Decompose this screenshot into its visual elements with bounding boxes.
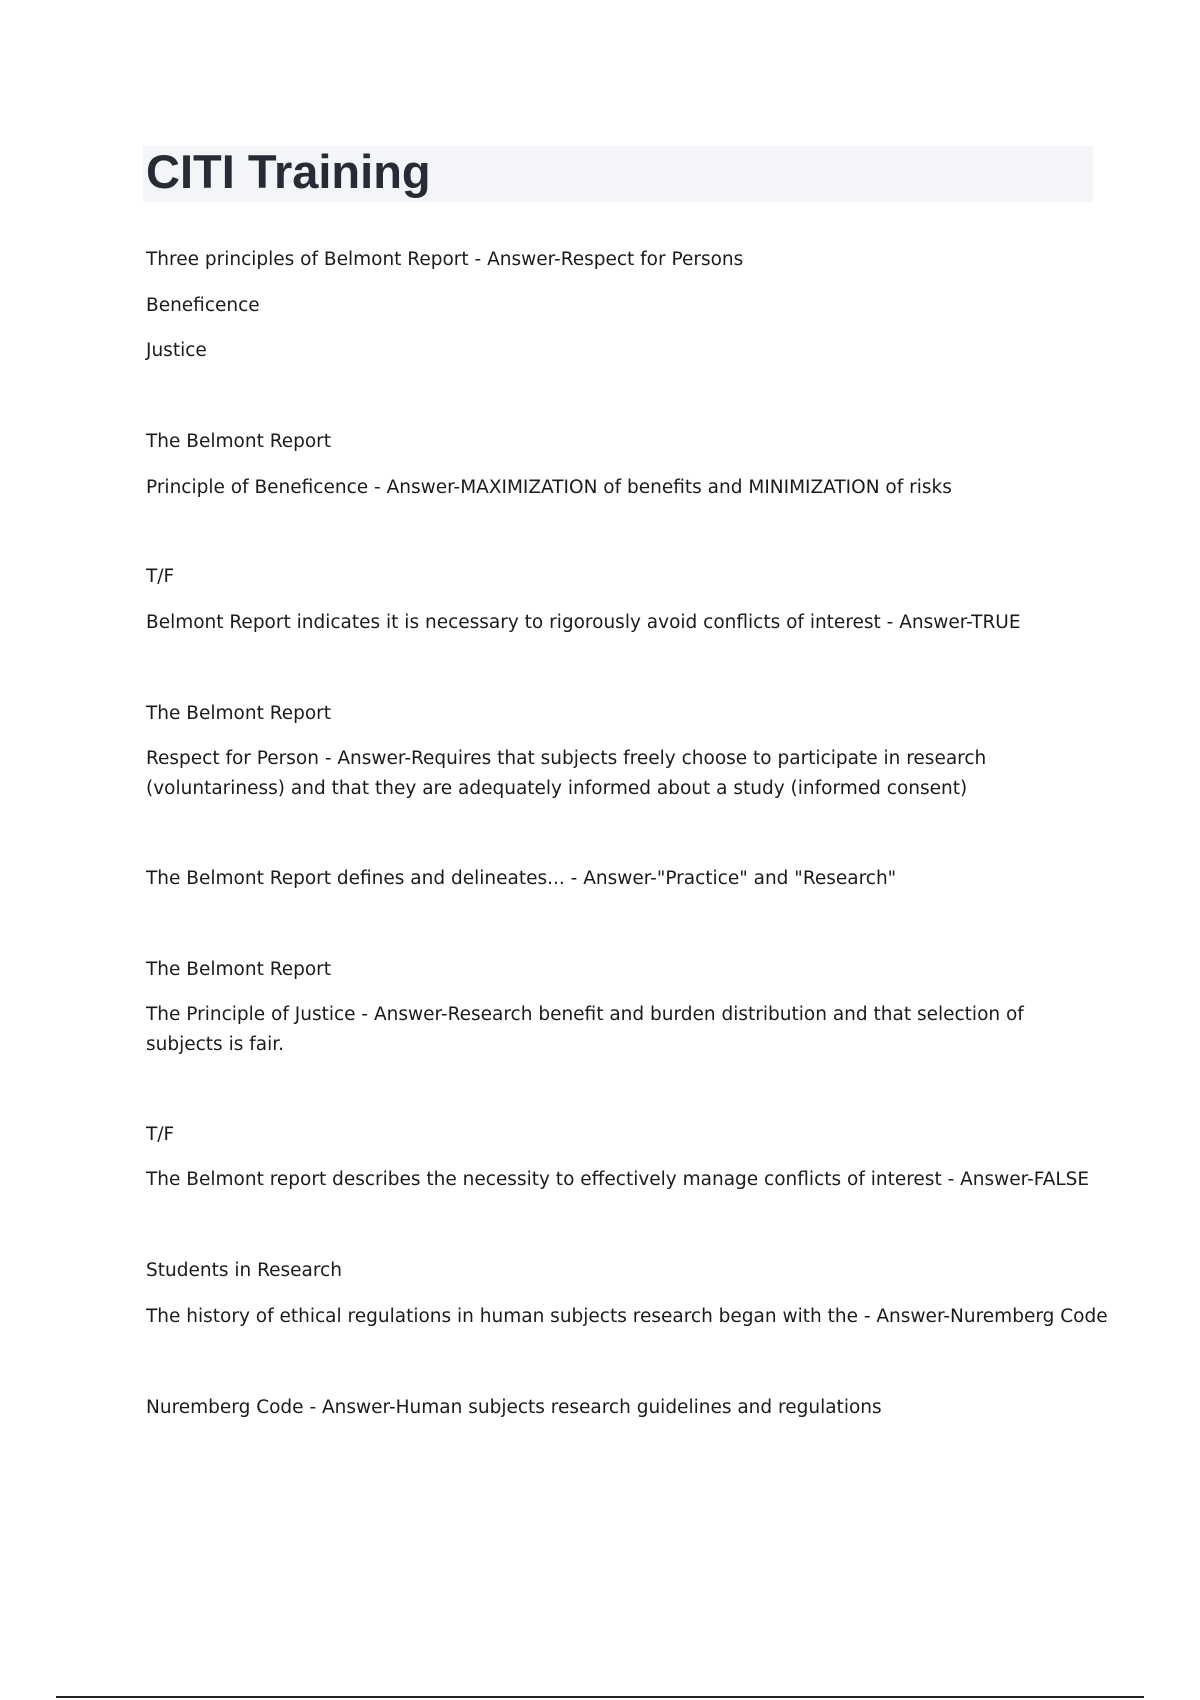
section-label: T/F (146, 1124, 175, 1145)
qa-line-beneficence: Beneficence (146, 295, 260, 316)
qa-line-principle-beneficence: Principle of Beneficence - Answer-MAXIMIZATION of benefits and MINIMIZATION of risks (146, 477, 952, 498)
section-label: The Belmont Report (146, 703, 332, 724)
section-label: The Belmont Report (146, 431, 332, 452)
section-label: Students in Research (146, 1260, 342, 1281)
qa-line-practice-research: The Belmont Report defines and delineates... - Answer-"Practice" and "Research" (146, 868, 897, 889)
qa-line-principle-justice: The Principle of Justice - Answer-Research benefit and burden distribution and that selection of subjects is fair. (146, 1004, 1024, 1055)
qa-line-belmont-principles: Three principles of Belmont Report - Answer-Respect for Persons (146, 249, 744, 270)
section-label: The Belmont Report (146, 959, 332, 980)
page-title: CITI Training (146, 145, 431, 198)
qa-line-justice: Justice (146, 340, 207, 361)
qa-line-respect-for-person: Respect for Person - Answer-Requires that subjects freely choose to participate in research (voluntariness) and that they are adequately informed about a study (informed consent) (146, 748, 987, 799)
qa-line-avoid-conflicts: Belmont Report indicates it is necessary to rigorously avoid conflicts of interest - Answer-TRUE (146, 612, 1021, 633)
qa-line-nuremberg-code: Nuremberg Code - Answer-Human subjects research guidelines and regulations (146, 1397, 882, 1418)
footer-divider (56, 1696, 1144, 1698)
qa-line-manage-conflicts: The Belmont report describes the necessity to effectively manage conflicts of interest - Answer-FALSE (146, 1169, 1090, 1190)
section-label: T/F (146, 566, 175, 587)
qa-line-history-ethics: The history of ethical regulations in human subjects research began with the - Answer-Nuremberg Code (146, 1306, 1108, 1327)
